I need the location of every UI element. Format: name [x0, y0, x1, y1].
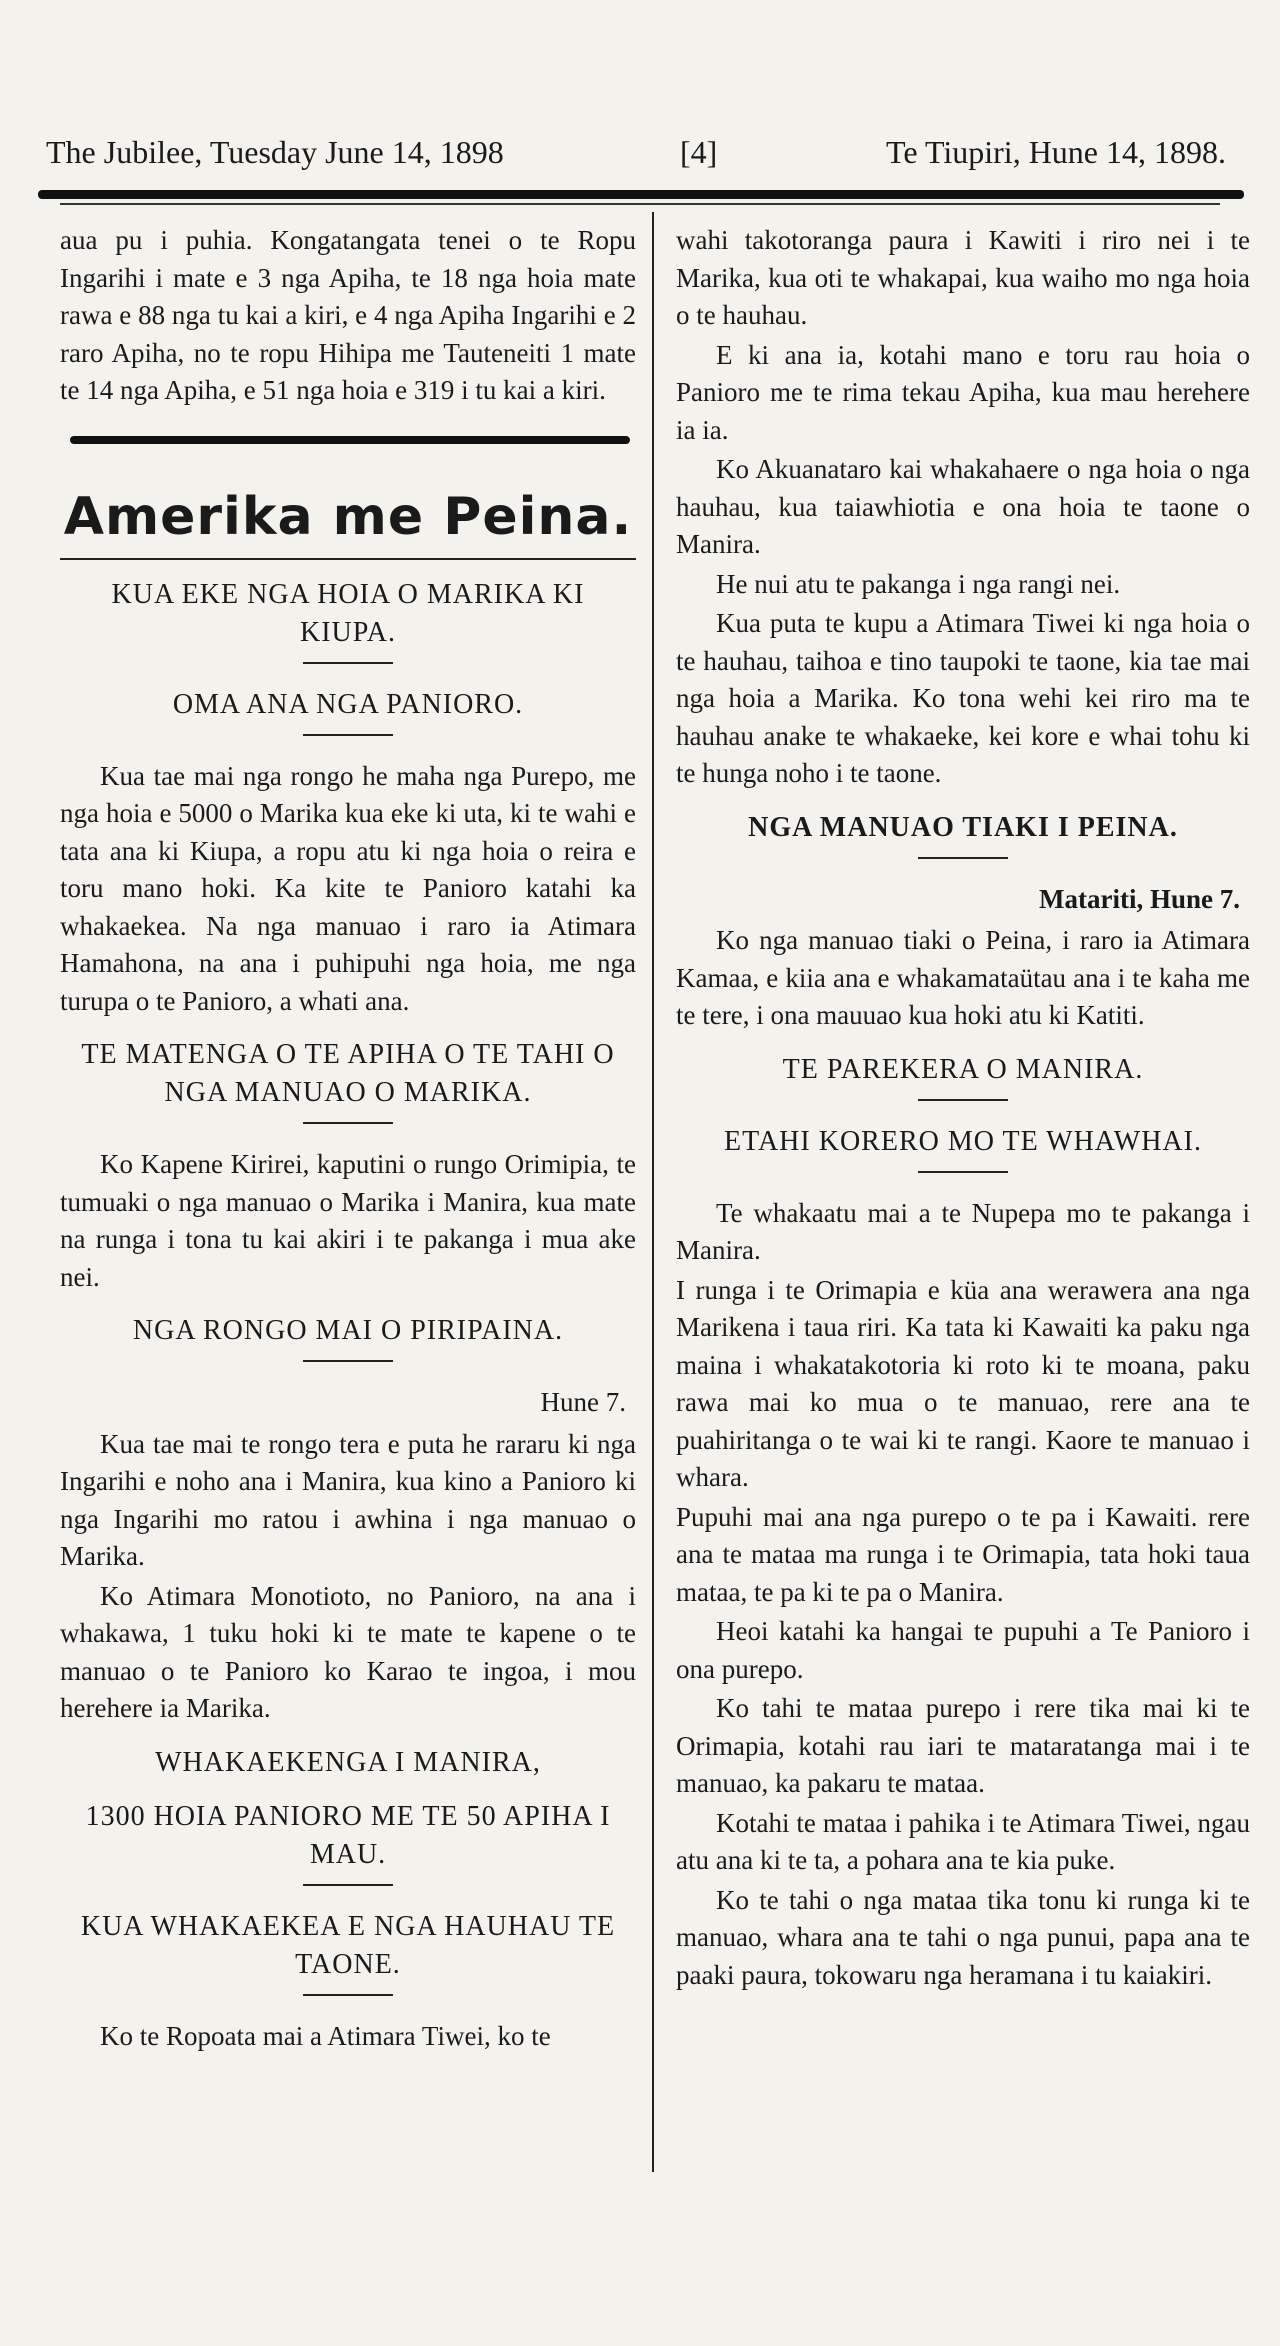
- article-paragraph: Ko Atimara Monotioto, no Panioro, na ana i whakawa, 1 tuku hoki ki te mate te kapene o te manuao o te Panioro ko Karao te ingoa, i mou herehere ia Marika.: [60, 1580, 636, 1723]
- left-column: [60, 222, 636, 2057]
- headline-whakaekenga: WHAKAEKENGA I MANIRA,: [155, 1746, 541, 1778]
- headline-panioro: OMA ANA NGA PANIORO.: [172, 688, 524, 720]
- article-paragraph: Ko Akuanataro kai whakahaere o nga hoia o nga hauhau, kua taiawhiotia e ona hoia te taone o Manira.: [676, 454, 1250, 559]
- article-paragraph: Te whakaatu mai a te Nupepa mo te pakanga i Manira.: [676, 1197, 1250, 1265]
- dateline: Hune 7.: [540, 1387, 626, 1417]
- article-paragraph: Pupuhi mai ana nga purepo o te pa i Kawaiti. rere ana te mataa ma runga i te Orimapia, tata hoki taua mataa, te pa ki te pa o Manira.: [676, 1501, 1250, 1607]
- page-header: [40, 134, 1240, 182]
- short-rule: [918, 1099, 1008, 1101]
- article-paragraph: I runga i te Orimapia e küa ana werawera ana nga Marikena i taua riri. Ka tata ki Kawaiti ka paku nga maina i whakatakotoria ki roto ki te moana, paku rawa mai ko mua o te manuao, rere ana te puahiritanga o te wai ki te rangi. Kaore te manuao i whara.: [676, 1274, 1250, 1492]
- headline-apiha: TE MATENGA O TE APIHA O TE TAHI O NGA MANUAO O MARIKA.: [81, 1039, 615, 1108]
- article-paragraph: wahi takotoranga paura i Kawiti i riro nei i te Marika, kua oti te whakapai, kua waiho mo nga hoia o te hauhau.: [676, 225, 1250, 330]
- headline-piripaina: NGA RONGO MAI O PIRIPAINA.: [132, 1315, 564, 1346]
- article-paragraph: Kotahi te mataa i pahika i te Atimara Tiwei, ngau atu ana ki te ta, a pohara ana te kia puke.: [676, 1807, 1250, 1875]
- short-rule: [918, 1171, 1008, 1173]
- headline-manuao-tiaki: NGA MANUAO TIAKI I PEINA.: [748, 811, 1178, 843]
- header-maori-title: Te Tiupiri, Hune 14, 1898.: [886, 134, 1226, 170]
- column-divider: [652, 212, 654, 2172]
- article-paragraph: Kua puta te kupu a Atimara Tiwei ki nga hoia o te hauhau, taihoa e tino taupoki te taone, kia tae mai nga hoia a Marika. Ko tona wehi kei riro ma te hauhau anake te whakaeke, kei kore e whai tohu ki te hunga noho i te taone.: [676, 608, 1250, 788]
- header-rule-thin: [60, 203, 1220, 205]
- short-rule: [303, 662, 393, 664]
- article-paragraph: He nui atu te pakanga i nga rangi nei.: [716, 568, 1121, 599]
- header-english-title: The Jubilee, Tuesday June 14, 1898: [46, 134, 504, 170]
- short-rule: [303, 1360, 393, 1362]
- headline-hoia-panioro: 1300 HOIA PANIORO ME TE 50 APIHA I MAU.: [85, 1800, 611, 1870]
- headline-kiupa: KUA EKE NGA HOIA O MARIKA KI KIUPA.: [111, 578, 585, 648]
- short-rule: [303, 734, 393, 736]
- article-paragraph: Heoi katahi ka hangai te pupuhi a Te Panioro i ona purepo.: [676, 1616, 1250, 1684]
- article-paragraph: Kua tae mai te rongo tera e puta he rararu ki nga Ingarihi e noho ana i Manira, kua kino a Panioro ki nga Ingarihi mo ratou i awhina i nga manuao o Marika.: [60, 1428, 636, 1571]
- page-number: [4]: [680, 134, 718, 170]
- article-paragraph: Ko te Ropoata mai a Atimara Tiwei, ko te: [100, 2020, 551, 2051]
- article-paragraph: Ko Kapene Kirirei, kaputini o rungo Orimipia, te tumuaki o nga manuao o Marika i Manira, kua mate na runga i tona tu kai akiri i te pakanga i mua ake nei.: [60, 1149, 636, 1292]
- title-underline: [60, 558, 636, 560]
- article-paragraph: E ki ana ia, kotahi mano e toru rau hoia o Panioro me te rima tekau Apiha, kua mau herehere ia ia.: [676, 339, 1250, 445]
- short-rule: [303, 1122, 393, 1124]
- right-column: [676, 222, 1250, 1996]
- article-paragraph: Kua tae mai nga rongo he maha nga Purepo, me nga hoia e 5000 o Marika kua eke ki uta, ki te wahi e tata ana ki Kiupa, a ropu atu ki nga hoia o reira e toru mano hoki. Ka kite te Panioro katahi ka whakaekea. Na nga manuao i raro ia Atimara Hamahona, na ana i puhipuhi nga hoia, me nga turupa o te Panioro, a whati ana.: [60, 760, 636, 1016]
- section-rule: [70, 436, 630, 444]
- dateline: Matariti, Hune 7.: [1039, 883, 1240, 914]
- article-paragraph: Ko nga manuao tiaki o Peina, i raro ia Atimara Kamaa, e kiia ana e whakamataütau ana i te kaha me te tere, i ona mauuao kua hoki atu ki Katiti.: [676, 925, 1250, 1030]
- headline-korero: ETAHI KORERO MO TE WHAWHAI.: [724, 1125, 1202, 1157]
- section-title: Amerika me Peina.: [63, 486, 633, 547]
- intro-paragraph: aua pu i puhia. Kongatangata tenei o te Ropu Ingarihi i mate e 3 nga Apiha, te 18 nga hoia mate rawa e 88 nga tu kai a kiri, e 4 nga Apiha Ingarihi e 2 raro Apiha, no te ropu Hihipa me Tauteneiti 1 mate te 14 nga Apiha, e 51 nga hoia e 319 i tu kai a kiri.: [60, 225, 636, 405]
- headline-parekera: TE PAREKERA O MANIRA.: [782, 1053, 1144, 1085]
- short-rule: [303, 1884, 393, 1886]
- short-rule: [303, 1994, 393, 1996]
- header-rule-thick: [38, 190, 1244, 199]
- short-rule: [918, 857, 1008, 859]
- article-paragraph: Ko tahi te mataa purepo i rere tika mai ki te Orimapia, kotahi rau iari te mataratanga mai i te manuao, ka pakaru te mataa.: [676, 1693, 1250, 1798]
- headline-hauhau: KUA WHAKAEKEA E NGA HAUHAU TE TAONE.: [80, 1910, 616, 1980]
- article-paragraph: Ko te tahi o nga mataa tika tonu ki runga ki te manuao, whara ana te tahi o nga punui, papa ana te paaki paura, tokowaru nga heramana i tu kaiakiri.: [676, 1884, 1250, 1990]
